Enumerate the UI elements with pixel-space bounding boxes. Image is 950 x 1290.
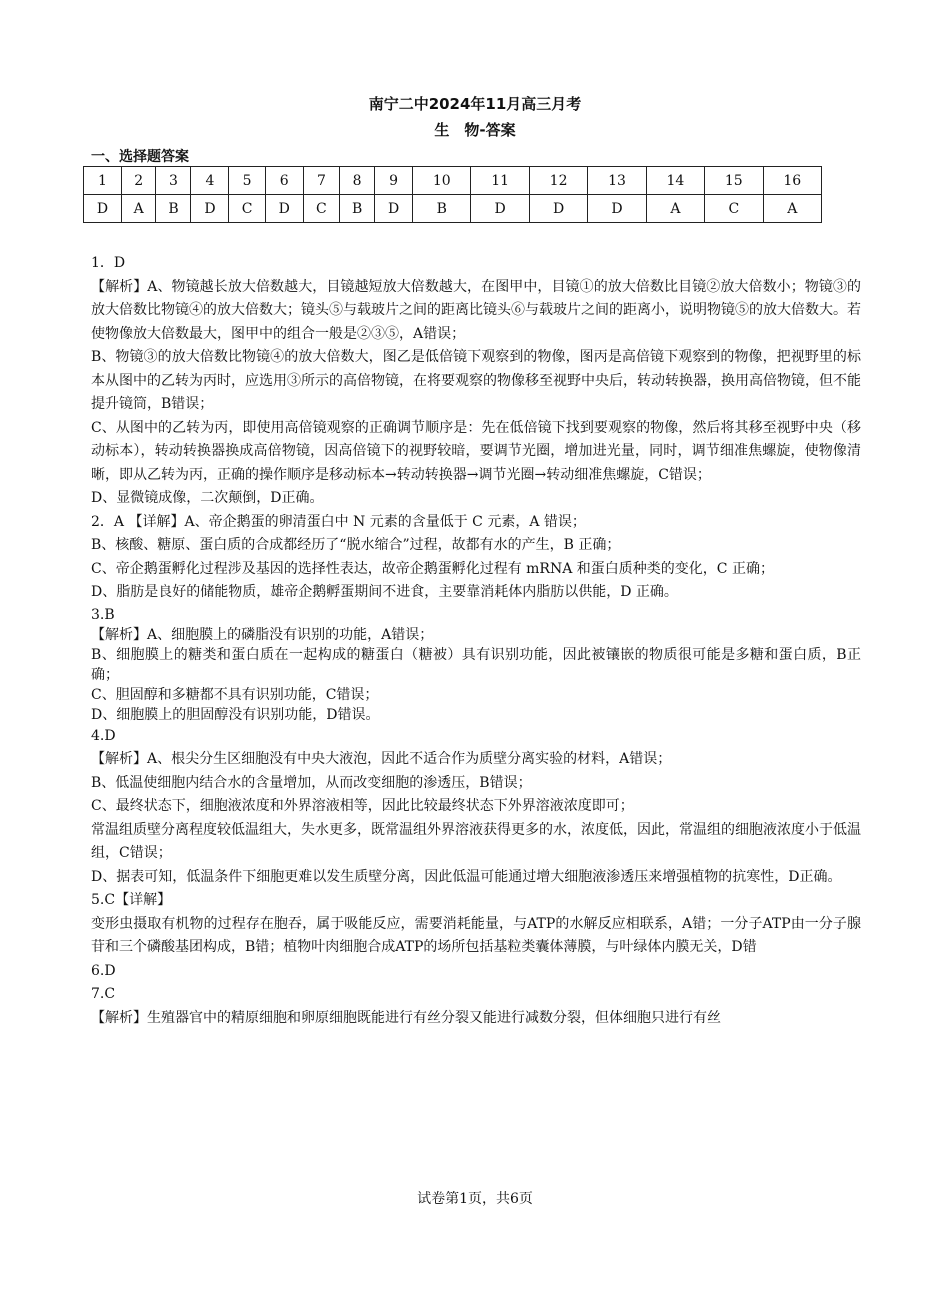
answer-letter: A [646,195,704,223]
question-number: 3 [156,167,191,195]
question-number: 13 [588,167,646,195]
answer-letter: D [529,195,587,223]
answer-letter: D [191,195,229,223]
question-number: 4 [191,167,229,195]
explanation-paragraph: 【解析】A、物镜越长放大倍数越大，目镜越短放大倍数越大，在图甲中，目镜①的放大倍数比目镜②放大倍数小；物镜③的放大倍数比物镜④的放大倍数大；镜头⑤与载玻片之间的距离比镜头⑥与载玻片之间的距离小，说明物镜⑤的放大倍数大。若使物像放大倍数最大，图甲中的组合一般是②③⑤，A错误； [91,278,861,342]
page-footer: 试卷第1页，共6页 [417,1191,533,1207]
answer-line: 7.C [91,986,116,1002]
answer-letter: B [156,195,191,223]
question-number: 6 [265,167,303,195]
answer-number-row [84,167,822,195]
explanation-paragraph: D、显微镜成像，二次颠倒，D正确。 [91,490,324,506]
question-number: 15 [705,167,763,195]
answer-letter: A [121,195,156,223]
explanation-paragraph: 【解析】A、根尖分生区细胞没有中央大液泡，因此不适合作为质壁分离实验的材料，A错误； [91,751,672,767]
answer-line: 2．A 【详解】A、帝企鹅蛋的卵清蛋白中 N 元素的含量低于 C 元素，A 错误； [91,513,586,530]
explanation-paragraph: C、胆固醇和多糖都不具有识别功能，C错误； [91,686,379,703]
question-number: 9 [375,167,413,195]
question-number: 1 [84,167,122,195]
explanation-paragraph: B、细胞膜上的糖类和蛋白质在一起构成的糖蛋白（糖被）具有识别功能，因此被镶嵌的物质很可能是多糖和蛋白质，B正确； [91,646,861,683]
explanation-paragraph: C、从图中的乙转为丙，即使用高倍镜观察的正确调节顺序是：先在低倍镜下找到要观察的物像，然后将其移至视野中央（移动标本），转动转换器换成高倍物镜，因高倍镜下的视野较暗，要调节光圈，增加进光量，同时，调节细准焦螺旋，使物像清晰，即从乙转为丙，正确的操作顺序是移动标本→转动转换器→调节光圈→转动细准焦螺旋，C错误； [91,419,861,483]
question-number: 11 [471,167,529,195]
explanation-paragraph: C、帝企鹅蛋孵化过程涉及基因的选择性表达，故帝企鹅蛋孵化过程有 mRNA 和蛋白质种类的变化，C 正确； [91,560,774,577]
explanation-paragraph: B、核酸、糖原、蛋白质的合成都经历了“脱水缩合”过程，故都有水的产生，B 正确； [91,537,621,553]
answer-line: 4.D [91,727,116,744]
explanation-body [91,252,861,1030]
answer-line: 6.D [91,962,116,979]
answer-table [83,166,822,223]
question-number: 8 [340,167,375,195]
section-heading: 一、选择题答案 [91,149,189,165]
answer-letter: D [265,195,303,223]
explanation-paragraph: 【解析】生殖器官中的精原细胞和卵原细胞既能进行有丝分裂又能进行减数分裂，但体细胞只进行有丝 [91,1009,721,1026]
answer-letter: D [375,195,413,223]
answer-letter: A [763,195,822,223]
question-number: 16 [763,167,822,195]
answer-letter: B [340,195,375,223]
page-subtitle: 生 物-答案 [434,121,516,139]
answer-line: 3.B [91,606,115,623]
answer-letter: C [303,195,339,223]
explanation-paragraph: B、低温使细胞内结合水的含量增加，从而改变细胞的渗透压，B错误； [91,774,532,791]
explanation-paragraph: D、脂肪是良好的储能物质，雄帝企鹅孵蛋期间不进食，主要靠消耗体内脂肪以供能，D 正确。 [91,584,678,600]
explanation-paragraph: B、物镜③的放大倍数比物镜④的放大倍数大，图乙是低倍镜下观察到的物像，图丙是高倍镜下观察到的物像，把视野里的标本从图中的乙转为丙时，应选用③所示的高倍物镜，在将要观察的物像移至视野中央后，转动转换器，换用高倍物镜，但不能提升镜筒，B错误； [91,349,861,412]
explanation-paragraph: D、细胞膜上的胆固醇没有识别功能，D错误。 [91,706,380,723]
answer-line: 5.C【详解】 [91,892,172,908]
answer-letter: D [588,195,646,223]
question-number: 7 [303,167,339,195]
answer-letter-row [84,195,822,223]
answer-letter: C [229,195,265,223]
answer-letter: D [84,195,122,223]
explanation-paragraph: D、据表可知，低温条件下细胞更难以发生质壁分离，因此低温可能通过增大细胞液渗透压来增强植物的抗寒性，D正确。 [91,868,842,885]
answer-letter: D [471,195,529,223]
explanation-paragraph: C、最终状态下，细胞液浓度和外界溶液相等，因此比较最终状态下外界溶液浓度即可； [91,798,634,814]
question-number: 10 [413,167,471,195]
question-number: 5 [229,167,265,195]
question-number: 2 [121,167,156,195]
answer-letter: C [705,195,763,223]
answer-line: 1．D [91,255,126,271]
question-number: 12 [529,167,587,195]
answer-letter: B [413,195,471,223]
question-number: 14 [646,167,704,195]
explanation-paragraph: 【解析】A、细胞膜上的磷脂没有识别的功能，A错误； [91,626,434,643]
explanation-paragraph: 常温组质壁分离程度较低温组大，失水更多，既常温组外界溶液获得更多的水，浓度低，因此，常温组的细胞液浓度小于低温组，C错误； [91,821,861,861]
page-title: 南宁二中2024年11月高三月考 [368,95,582,113]
explanation-paragraph: 变形虫摄取有机物的过程存在胞吞，属于吸能反应，需要消耗能量，与ATP的水解反应相联系，A错；一分子ATP由一分子腺苷和三个磷酸基团构成，B错；植物叶肉细胞合成ATP的场所包括基粒类囊体薄膜，与叶绿体内膜无关，D错 [91,915,861,955]
